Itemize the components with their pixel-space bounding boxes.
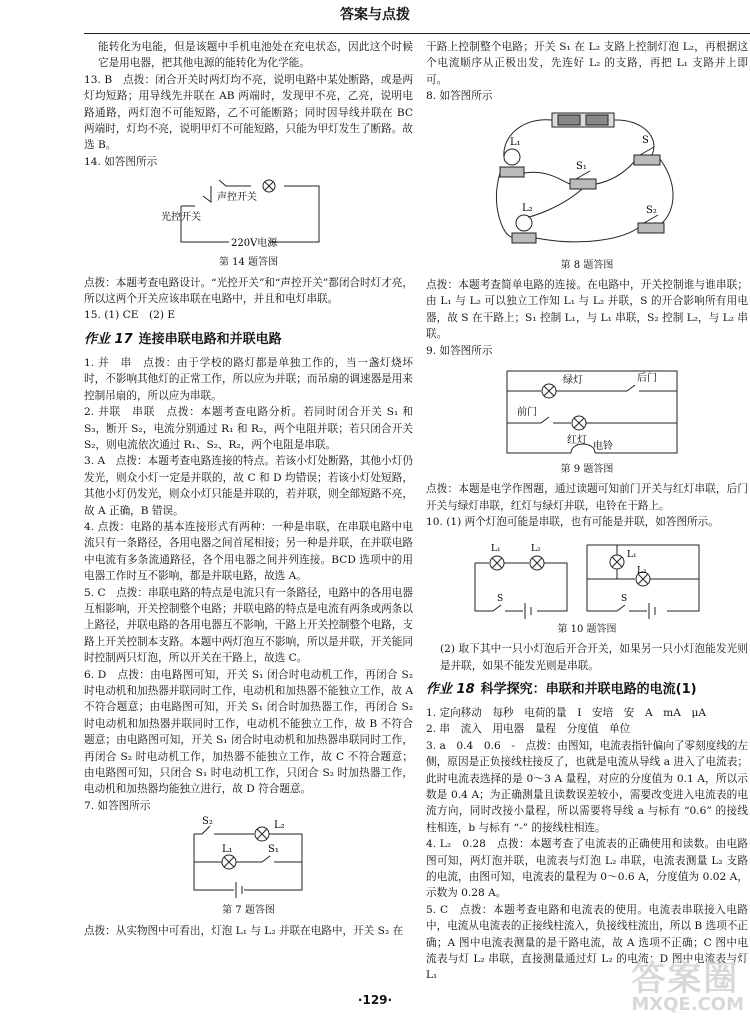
figure-8-caption: 第 8 题答图 [560, 259, 614, 271]
section-heading-17 [84, 330, 413, 350]
answer-4: 4. 点拨：电路的基本连接形式有两种：一种是串联，在串联电路中电流只有一条路径，各用电器之间首尾相接；另一种是并联，在并联电路中电流有多条流通路径，各个用电器之间并列连接。BCD 选项中的用电器工作时互不影响，都是并联电路，故选 A。 [84, 520, 413, 583]
answer-7: 7. 如答图所示 [84, 799, 151, 812]
fig7-l2: L₂ [273, 820, 285, 832]
note-7: 点拨：从实物图中可看出，灯泡 L₁ 与 L₂ 并联在电路中，开关 S₂ 在 [84, 924, 404, 937]
answer-15: 15. (1) CE (2) E [84, 309, 176, 322]
page-number: ·129· [357, 993, 393, 1007]
figure-10-circuits [467, 533, 707, 621]
answer-13: 13. B 点拨：闭合开关时两灯均不亮，说明电路中某处断路，或是两灯均短路；用导线先并联在 AB 两端时，发现甲不亮，乙亮，说明电路通路，两灯泡不可能短路，乙不可能断路；同时因导线并联在 BC 两端时，灯均不亮，说明甲灯不可能短路，只能为甲灯发生了断路。故选 B。 [84, 73, 413, 152]
fig14-power: 220V电源 [230, 238, 277, 250]
header-rule [84, 33, 750, 34]
answer-6: 6. D 点拨：由电路图可知，开关 S₁ 闭合时电动机工作，再闭合 S₂ 时电动机和加热器并联同时工作，电动机和加热器不能独立工作，故 A 不符合题意；由电路图可知，开关 S₁ 闭合时加热器工作，再闭合 S₂ 时电动机和加热器并联同时工作，电动机不能独立工作，故 B 不符合题意；由电路图可知，开关 S₁ 闭合时电动机和加热器串联同时工作，再闭合 S₂ 时电动机工作，加热器不能独立工作，故 C 不符合题意；由电路图可知，只闭合 S₁ 时电动机工作，只闭合 S₂ 时加热器工作，电动机和加热器均能独立进行，故 D 符合题意。 [84, 668, 413, 796]
fig8-l2: L₂ [522, 202, 533, 214]
note-14: 点拨：本题考查电路设计。“光控开关”和“声控开关”都闭合时灯才亮，所以这两个开关应该串联在电路中，并且和电灯串联。 [84, 276, 413, 306]
figure-9-circuit [487, 361, 687, 461]
fig10a-l1: L₁ [491, 543, 501, 554]
fig14-sound-switch: 声控开关 [216, 192, 257, 204]
fig7-l1: L₁ [221, 844, 233, 856]
note-9: 点拨：本题是电学作图题，通过读题可知前门开关与红灯串联，后门开关与绿灯串联，红灯与绿灯并联，电铃在干路上。 [426, 483, 748, 512]
fig7-s1: S₁ [267, 844, 279, 856]
figure-14-circuit [159, 172, 339, 254]
figure-7-circuit [184, 816, 314, 902]
fig10b-l1: L₁ [627, 549, 637, 560]
section-title: 连接串联电路和并联电路 [138, 331, 282, 347]
fig8-s1: S₁ [576, 160, 587, 172]
figure-10-caption: 第 10 题答图 [557, 623, 617, 635]
answer-14: 14. 如答图所示 [84, 155, 158, 168]
answer-3: 3. a 0.4 0.6 - 点拨：由图知，电流表指针偏向了零刻度线的左侧，原因是正负接线柱接反了，也就是电流从导线 a 进入了电流表；此时电流表选择的是 0～3 A 量程，对应的分度值为 0.1 A，所以示数是 0.4 A；为正确测量且读数误差较小，需要改变进入电流表的电流方向，同时改接小量程，所以需要将导线 a 与标有 “0.6” 的接线柱相连，b 与标有 “-” 的接线柱相连。 [426, 739, 748, 834]
fig9-green-light: 绿灯 [563, 375, 583, 387]
figure-8-wiring [492, 107, 682, 257]
fig8-s: S [642, 134, 649, 146]
fig9-back-door: 后门 [637, 373, 657, 385]
watermark-logo [631, 959, 744, 1015]
fig14-light-switch: 光控开关 [160, 212, 201, 224]
paragraph: 干路上控制整个电路；开关 S₁ 在 L₂ 支路上控制灯泡 L₂，再根据这个电流顺序从正极出发，先连好 L₂ 的支路，再把 L₁ 支路并上即可。 [426, 41, 748, 86]
figure-9-caption: 第 9 题答图 [560, 464, 614, 476]
answer-1: 1. 定向移动 每秒 电荷的量 I 安培 安 A mA μA [426, 706, 707, 719]
fig9-bell: 电铃 [593, 441, 613, 453]
answer-10: 10. (1) 两个灯泡可能是串联，也有可能是并联，如答图所示。 [426, 516, 719, 529]
answer-1: 1. 并 串 点拨：由于学校的路灯都是单独工作的，当一盏灯烧坏时，不影响其他灯的正常工作，所以应为并联；而吊扇的调速器是用来控制吊扇的，所以应为串联。 [84, 356, 413, 402]
right-column [426, 39, 748, 984]
fig10a-l2: L₂ [531, 543, 541, 554]
fig8-l1: L₁ [510, 136, 521, 148]
fig9-front-door: 前门 [517, 407, 537, 419]
answer-2: 2. 串 流入 用电器 量程 分度值 单位 [426, 723, 631, 736]
answer-8: 8. 如答图所示 [426, 90, 493, 103]
answer-2: 2. 并联 串联 点拨：本题考查电路分析。若同时闭合开关 S₁ 和 S₃，断开 S₂，电流分别通过 R₁ 和 R₂，两个电阻并联；若只闭合开关 S₂，则电流依次通过 R₁、S₂、R₂，两个电阻是串联。 [84, 406, 413, 451]
watermark-bottom: MXQE.COM [631, 994, 744, 1015]
section-number: 作业 17 [84, 331, 133, 347]
note-8: 点拨：本题考查简单电路的连接。在电路中，开关控制谁与谁串联；由 L₁ 与 L₂ 可以独立工作知 L₁ 与 L₂ 并联，S 的开合影响所有用电器，故 S 在干路上；S₁ 控制 L₁，与 L₁ 串联，S₂ 控制 L₂，与 L₂ 串联。 [426, 279, 748, 341]
section-title: 科学探究：串联和并联电路的电流(1) [480, 681, 697, 697]
answer-5: 5. C 点拨：串联电路的特点是电流只有一条路径，电路中的各用电器互相影响，开关控制整个电路；并联电路的特点是电流有两条或两条以上路径，并联电路的各用电器互不影响，干路上开关控制整个电路，支路上开关控制本支路。本题中两灯泡互不影响，所以是并联，开关能同时控制两只灯泡，所以开关在干路上，故选 C。 [84, 586, 413, 665]
fig10b-l2: L₂ [637, 565, 647, 576]
figure-7-caption: 第 7 题答图 [222, 905, 275, 917]
section-heading-18 [426, 680, 748, 700]
answer-3: 3. A 点拨：本题考查电路连接的特点。若该小灯处断路，其他小灯仍发光，则众小灯一定是并联的，故 C 和 D 均错误；若该小灯处短路，其他小灯仍发光，则众小灯只能是并联的，若并联，则全部短路不亮，故 A 正确，B 错误。 [84, 455, 413, 517]
fig9-red-light: 红灯 [567, 435, 587, 447]
fig8-s2: S₂ [646, 204, 657, 216]
watermark-top: 答案圈 [631, 959, 740, 999]
fig10b-s: S [621, 593, 628, 604]
page-header: 答案与点拨 [340, 7, 410, 23]
fig7-s2: S₂ [201, 816, 213, 828]
paragraph: 能转化为电能，但是该题中手机电池处在充电状态，因此这个时候它是用电器，把其他电源的能转化为化学能。 [98, 41, 413, 70]
answer-10-2: (2) 取下其中一只小灯泡后开合开关，如果另一只小灯泡能发光则是并联，如果不能发光则是串联。 [440, 643, 748, 672]
section-number: 作业 18 [426, 681, 475, 697]
answer-5: 5. C 点拨：本题考查电路和电流表的使用。电流表串联接入电路中，电流从电流表的正接线柱流入，负接线柱流出，所以 B 选项不正确；A 图中电流表测量的是干路电流，故 A 选项不正确；C 图中电流表与灯 L₂ 串联，直接测量通过灯 L₂ 的电流；D 图中电流表与灯 L₁ [426, 903, 748, 982]
left-column [84, 39, 413, 939]
answer-9: 9. 如答图所示 [426, 344, 493, 357]
answer-4: 4. L₂ 0.28 点拨：本题考查了电流表的正确使用和读数。由电路图可知，两灯泡并联，电流表与灯泡 L₂ 串联，电流表测量 L₂ 支路的电流，由图可知，电流表的量程为 0～0.6 A，分度值为 0.02 A，示数为 0.28 A。 [426, 838, 748, 900]
figure-14-caption: 第 14 题答图 [218, 257, 279, 269]
fig10a-s: S [497, 593, 504, 604]
